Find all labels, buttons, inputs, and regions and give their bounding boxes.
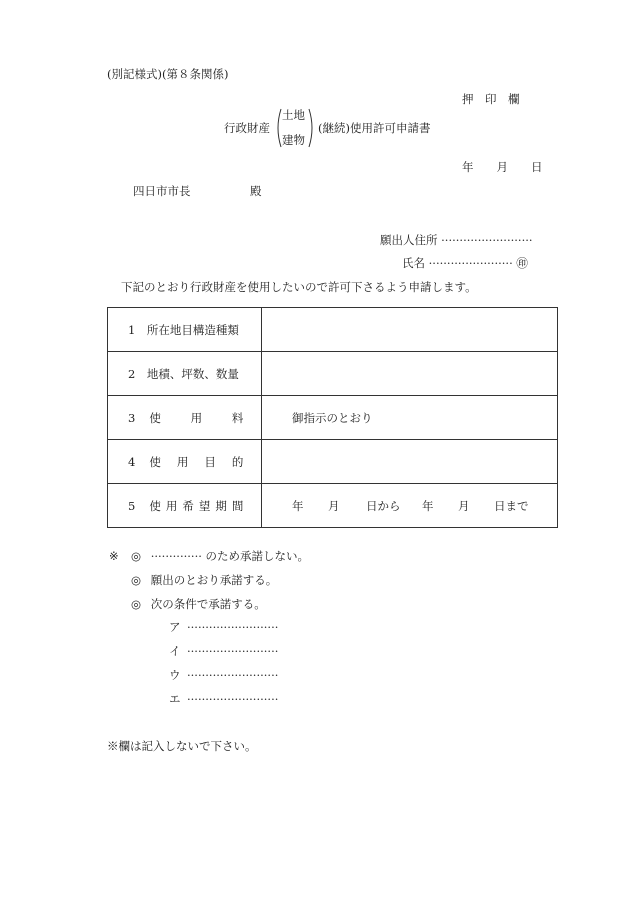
fee-value: 御指示のとおり	[262, 396, 558, 440]
reason-dots: ··············	[150, 549, 202, 563]
date-line: 年 月 日	[462, 160, 543, 174]
table-row	[108, 352, 558, 396]
row-number: 1	[128, 322, 136, 337]
condition-item	[169, 668, 278, 682]
circle-mark: ◎	[131, 597, 142, 611]
approval-line-2	[131, 573, 277, 587]
row-label-char: 使	[149, 410, 161, 425]
title-choice-land: 土地	[282, 108, 305, 122]
honorific: 殿	[250, 184, 262, 198]
approval-line-1	[131, 549, 309, 563]
location-value	[262, 308, 558, 352]
period-month-start: 月	[328, 498, 340, 513]
row-label-text: 所在地目構造種類	[146, 322, 239, 337]
circle-mark: ◎	[131, 549, 142, 563]
applicant-address	[380, 233, 533, 247]
footnote: ※欄は記入しないで下さい。	[107, 739, 257, 753]
row-label-char: 目	[204, 454, 216, 469]
row-label-char: 間	[231, 498, 244, 513]
row-label-char: 用	[176, 454, 189, 469]
row-label	[108, 484, 262, 528]
period-month-end: 月	[458, 498, 470, 513]
condition-item	[169, 620, 278, 634]
row-label-char: 的	[231, 454, 244, 469]
approval-line-3	[131, 597, 266, 611]
table-row	[108, 484, 558, 528]
seal-column-label: 押 印 欄	[462, 92, 520, 106]
applicant-name	[402, 256, 528, 270]
row-label-text: 地積、坪数、数量	[146, 366, 239, 381]
row-label-char: 望	[198, 498, 211, 513]
title-suffix: (継続)使用許可申請書	[318, 121, 431, 135]
table-row	[108, 396, 558, 440]
period-day-to: 日まで	[494, 498, 529, 513]
circle-mark: ◎	[131, 573, 142, 587]
not-approved-text: のため承諾しない。	[205, 549, 310, 563]
row-label-char: 期	[215, 498, 227, 513]
purpose-value	[262, 440, 558, 484]
left-bracket	[274, 108, 282, 148]
address-label: 願出人住所	[380, 233, 438, 247]
row-number: 2	[128, 366, 136, 381]
row-label-char: 用	[165, 498, 178, 513]
addressee: 四日市市長	[133, 184, 191, 198]
table-row	[108, 308, 558, 352]
row-label-char: 料	[231, 410, 244, 425]
right-bracket	[308, 108, 316, 148]
row-label-char: 希	[182, 498, 194, 513]
row-label-char: 使	[149, 498, 161, 513]
table-row	[108, 440, 558, 484]
condition-label: エ	[169, 692, 181, 706]
condition-label: ア	[169, 620, 181, 634]
condition-item	[169, 692, 278, 706]
name-label: 氏名	[402, 256, 425, 270]
condition-item	[169, 644, 278, 658]
row-number: 3	[128, 410, 136, 425]
period-day-from: 日から	[366, 498, 401, 513]
row-label-char: 用	[190, 410, 203, 425]
condition-dots: ·························	[187, 692, 279, 706]
address-dots: ·························	[441, 233, 533, 247]
title-prefix: 行政財産	[224, 121, 270, 135]
row-number: 4	[128, 454, 136, 469]
condition-dots: ·························	[187, 668, 279, 682]
period-year-end: 年	[422, 498, 434, 513]
name-dots: ·······················	[428, 256, 513, 270]
condition-dots: ·························	[187, 644, 279, 658]
condition-label: イ	[169, 644, 181, 658]
condition-dots: ·························	[187, 620, 279, 634]
row-label-char: 使	[149, 454, 161, 469]
application-table	[107, 307, 558, 528]
period-value	[262, 484, 558, 528]
condition-label: ウ	[169, 668, 181, 682]
area-value	[262, 352, 558, 396]
approval-mark: ※	[109, 549, 119, 563]
statement: 下記のとおり行政財産を使用したいので許可下さるよう申請します。	[121, 280, 477, 294]
row-number: 5	[128, 498, 136, 513]
row-label	[108, 440, 262, 484]
row-label	[108, 308, 262, 352]
seal-icon: ㊞	[516, 256, 528, 270]
form-number: (別記様式)(第８条関係)	[107, 67, 229, 81]
approved-with-conditions-text: 次の条件で承諾する。	[150, 597, 266, 611]
row-label	[108, 396, 262, 440]
period-year-start: 年	[292, 498, 304, 513]
title-choice-building: 建物	[282, 133, 305, 147]
row-label	[108, 352, 262, 396]
approved-as-requested-text: 願出のとおり承諾する。	[150, 573, 278, 587]
